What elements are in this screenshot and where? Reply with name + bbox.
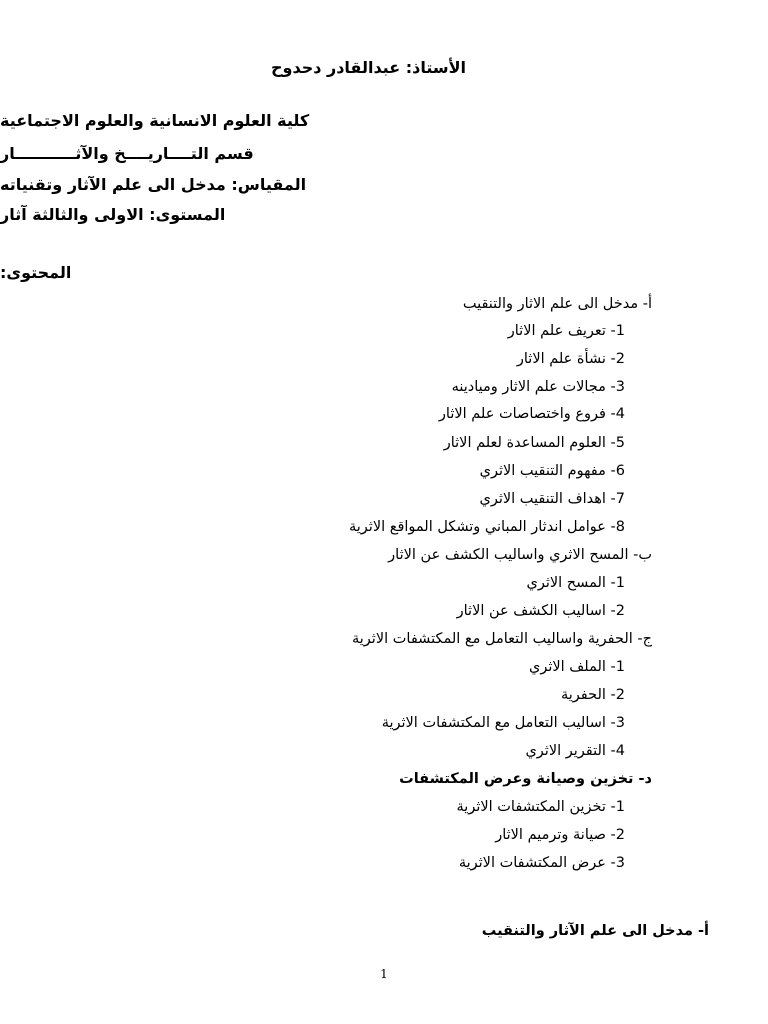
section-heading-c: ج- الحفرية واساليب التعامل مع المكتشفات الاثرية <box>352 631 652 647</box>
list-item: 1- تعريف علم الاثار <box>507 323 625 339</box>
list-item: 5- العلوم المساعدة لعلم الاثار <box>443 435 625 451</box>
list-item: 7- اهداف التنقيب الاثري <box>479 491 625 507</box>
list-item: 2- صيانة وترميم الاثار <box>495 827 625 843</box>
faculty-name: كلية العلوم الانسانية والعلوم الاجتماعية <box>0 111 310 130</box>
course-level: المستوى: الاولى والثالثة آثار <box>0 205 226 224</box>
course-name: المقياس: مدخل الى علم الآثار وتقنياته <box>0 175 307 194</box>
list-item: 3- اساليب التعامل مع المكتشفات الاثرية <box>381 715 625 731</box>
professor-name: الأستاذ: عبدالقادر دحدوح <box>270 58 466 77</box>
page-number: 1 <box>380 967 388 981</box>
section-heading-b: ب- المسح الاثري واساليب الكشف عن الاثار <box>388 547 652 563</box>
list-item: 3- عرض المكتشفات الاثرية <box>458 855 625 871</box>
list-item: 1- الملف الاثري <box>528 659 625 675</box>
list-item: 2- اساليب الكشف عن الاثار <box>456 603 625 619</box>
list-item: 2- نشأة علم الاثار <box>516 351 625 367</box>
list-item: 2- الحفرية <box>560 687 625 703</box>
section-heading-d: د- تخزين وصيانة وعرض المكتشفات <box>399 771 652 787</box>
list-item: 4- التقرير الاثري <box>525 743 625 759</box>
list-item: 4- فروع واختصاصات علم الاثار <box>438 406 625 422</box>
department-name: قسم التــــاريــــخ والآثـــــــــــار <box>0 144 254 163</box>
list-item: 1- تخزين المكتشفات الاثرية <box>456 799 625 815</box>
list-item: 1- المسح الاثري <box>526 575 625 591</box>
section-heading-a: أ- مدخل الى علم الاثار والتنقيب <box>462 296 652 312</box>
section-start-heading: أ- مدخل الى علم الآثار والتنقيب <box>481 923 709 939</box>
list-item: 8- عوامل اندثار المباني وتشكل المواقع الاثرية <box>348 519 625 535</box>
list-item: 3- مجالات علم الاثار وميادينه <box>451 379 625 395</box>
list-item: 6- مفهوم التنقيب الاثري <box>479 463 625 479</box>
contents-title: المحتوى: <box>0 263 72 282</box>
